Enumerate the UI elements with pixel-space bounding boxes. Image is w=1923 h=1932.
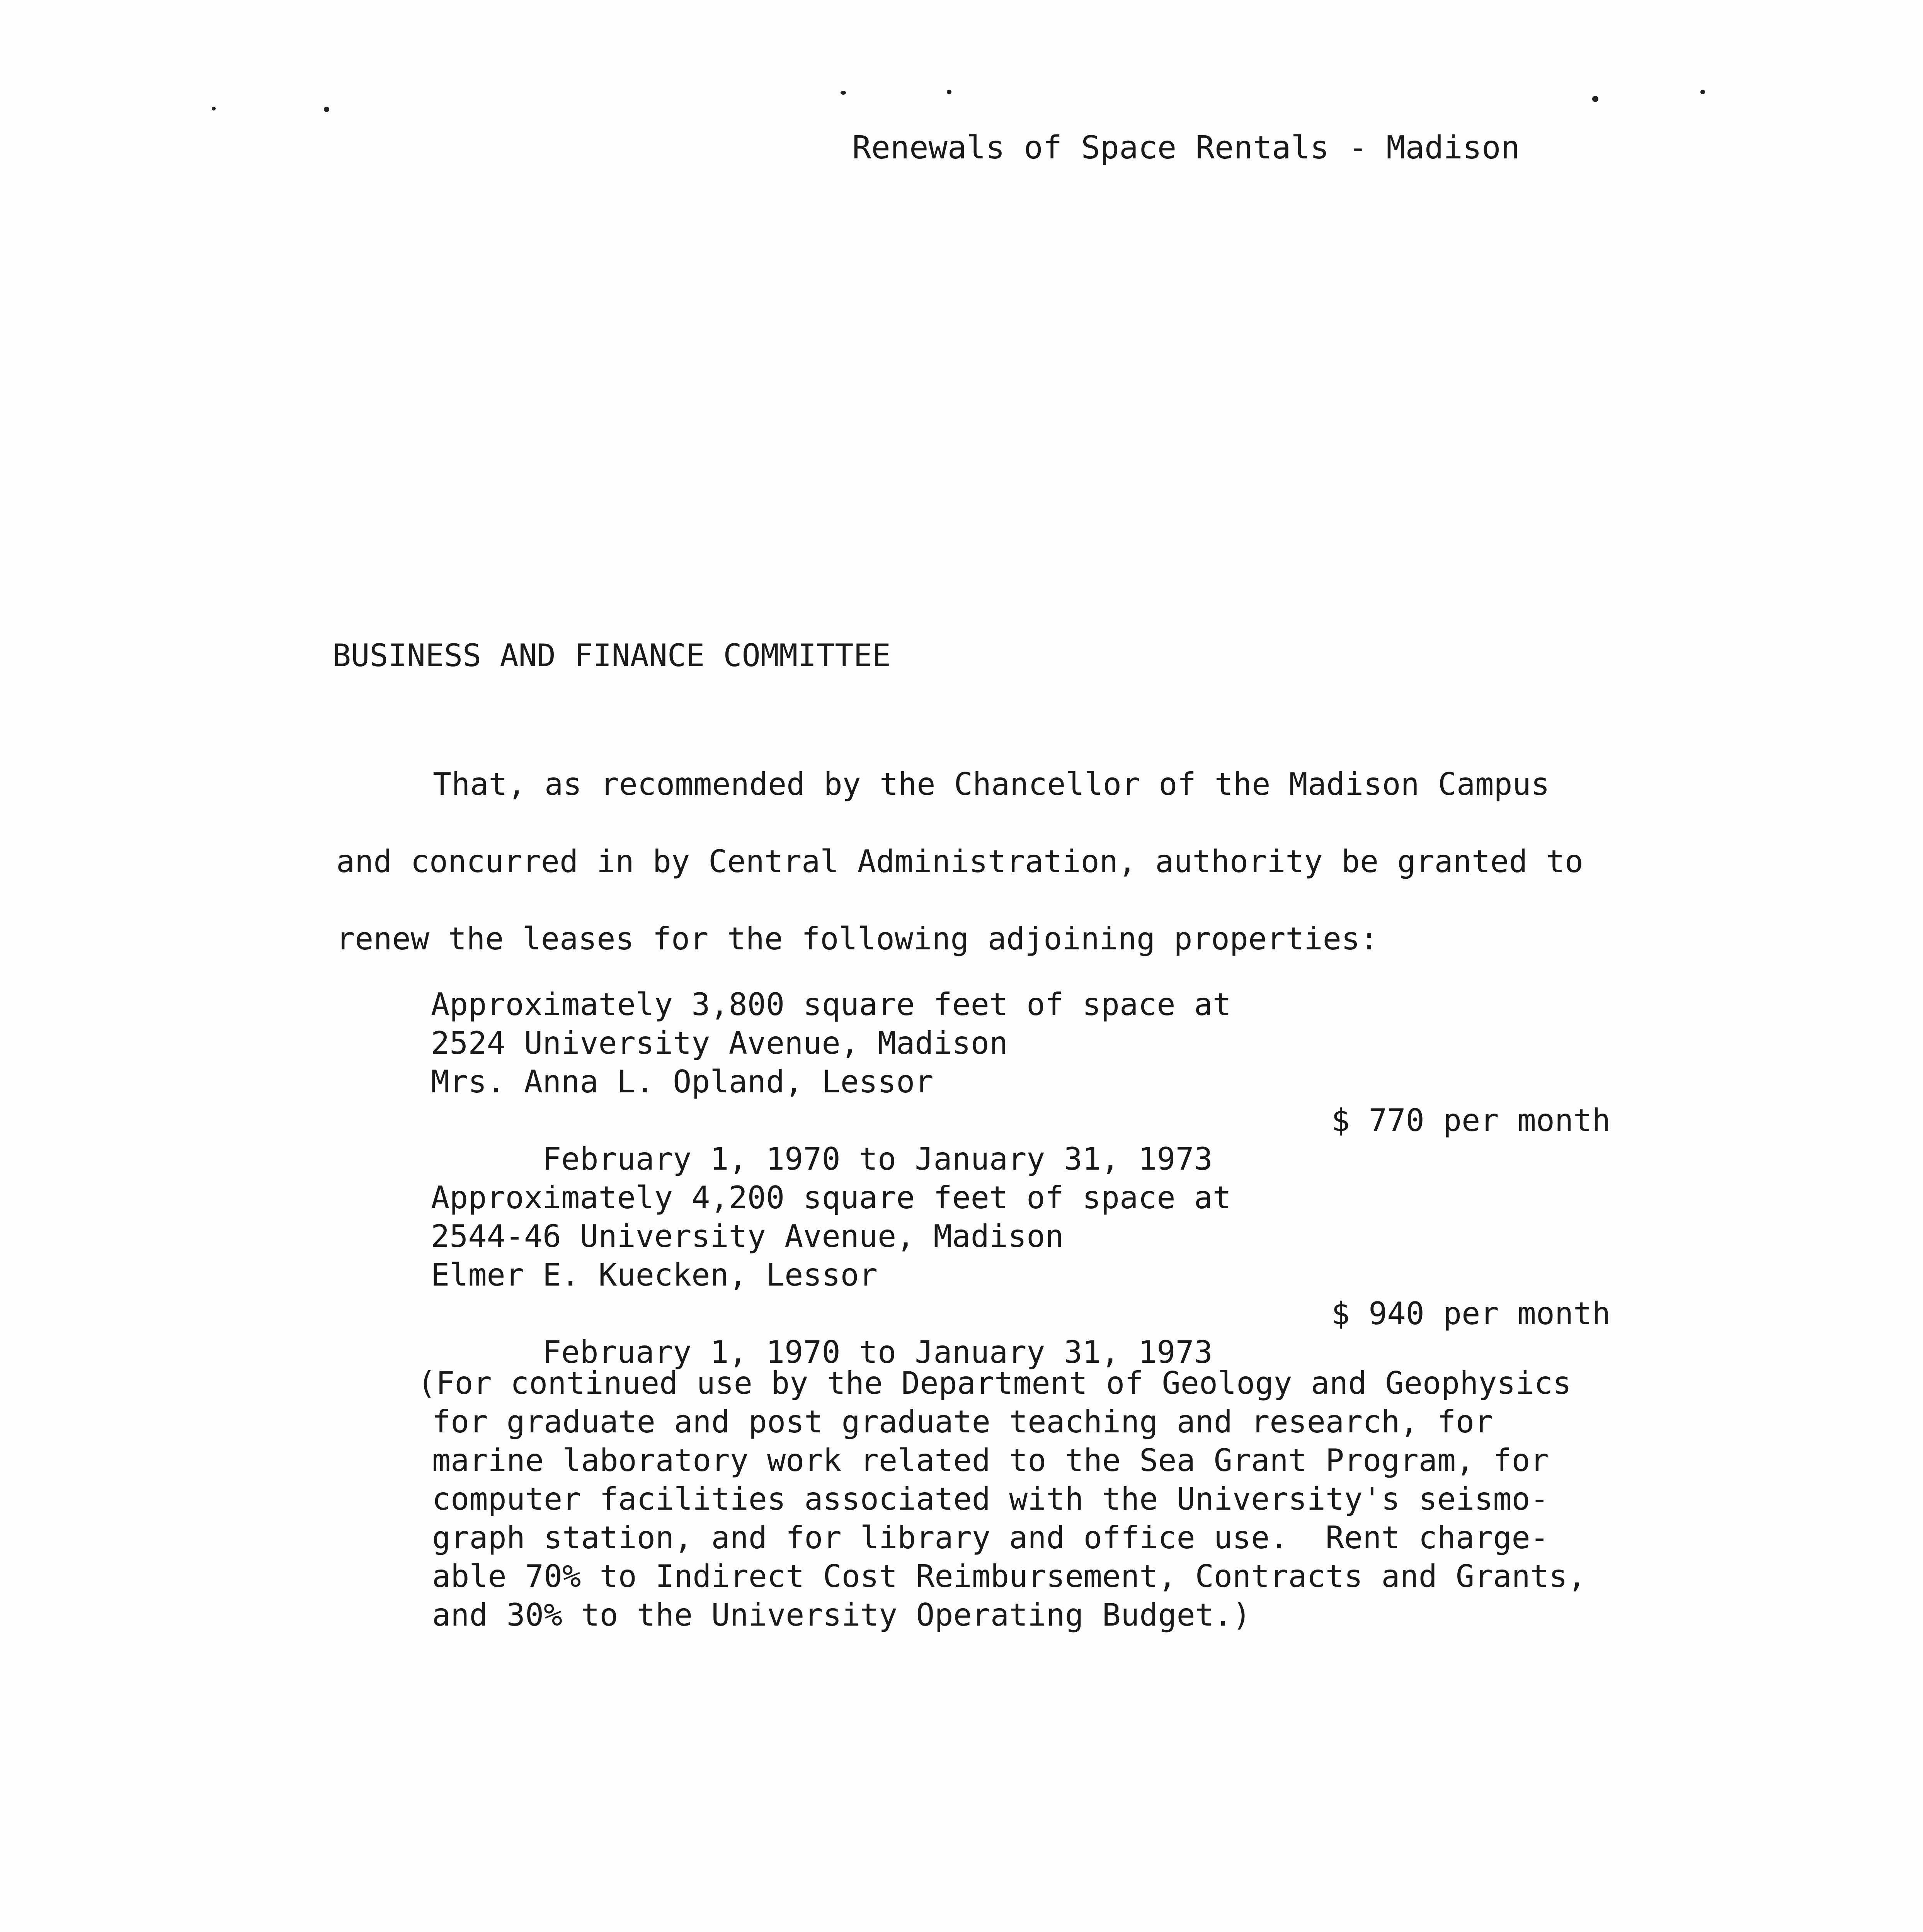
scan-speck [212,107,216,111]
scan-speck [324,107,329,112]
resolution-paragraph [336,746,1635,978]
note-line: and 30% to the University Operating Budget.) [432,1597,1251,1633]
resolution-line: renew the leases for the following adjoining properties: [336,921,1379,957]
note-line: marine laboratory work related to the Sea Grant Program, for [432,1442,1549,1478]
note-line: (For continued use by the Department of Geology and Geophysics [417,1365,1572,1401]
lease-area: Approximately 3,800 square feet of space at [431,986,1232,1022]
document-title: Renewals of Space Rentals - Madison [852,129,1520,166]
committee-heading: BUSINESS AND FINANCE COMMITTEE [332,638,891,673]
lease-lessor: Mrs. Anna L. Opland, Lessor [431,1064,934,1100]
lease-term: February 1, 1970 to January 31, 1973 [542,1334,1213,1370]
resolution-line: That, as recommended by the Chancellor of the Madison Campus [433,766,1550,802]
scan-speck [841,91,846,95]
note-line: able 70% to Indirect Cost Reimbursement, Contracts and Grants, [432,1558,1586,1594]
note-line: for graduate and post graduate teaching and research, for [432,1404,1493,1440]
lease-address: 2524 University Avenue, Madison [431,1025,1008,1061]
scan-speck [1700,90,1705,94]
lease-address: 2544-46 University Avenue, Madison [431,1218,1064,1254]
note-line: graph station, and for library and office use. Rent charge- [432,1520,1549,1556]
usage-note [417,1364,1586,1634]
lease-area: Approximately 4,200 square feet of space at [431,1180,1232,1216]
resolution-line: and concurred in by Central Administration, authority be granted to [336,844,1583,879]
scan-speck [1592,96,1598,102]
lease-rent: $ 770 per month [1331,1102,1611,1138]
lease-term: February 1, 1970 to January 31, 1973 [542,1141,1213,1177]
note-line: computer facilities associated with the University's seismo- [432,1481,1549,1517]
scan-speck [947,90,951,94]
lease-rent: $ 940 per month [1331,1296,1611,1332]
lease-lessor: Elmer E. Kuecken, Lessor [431,1257,878,1293]
